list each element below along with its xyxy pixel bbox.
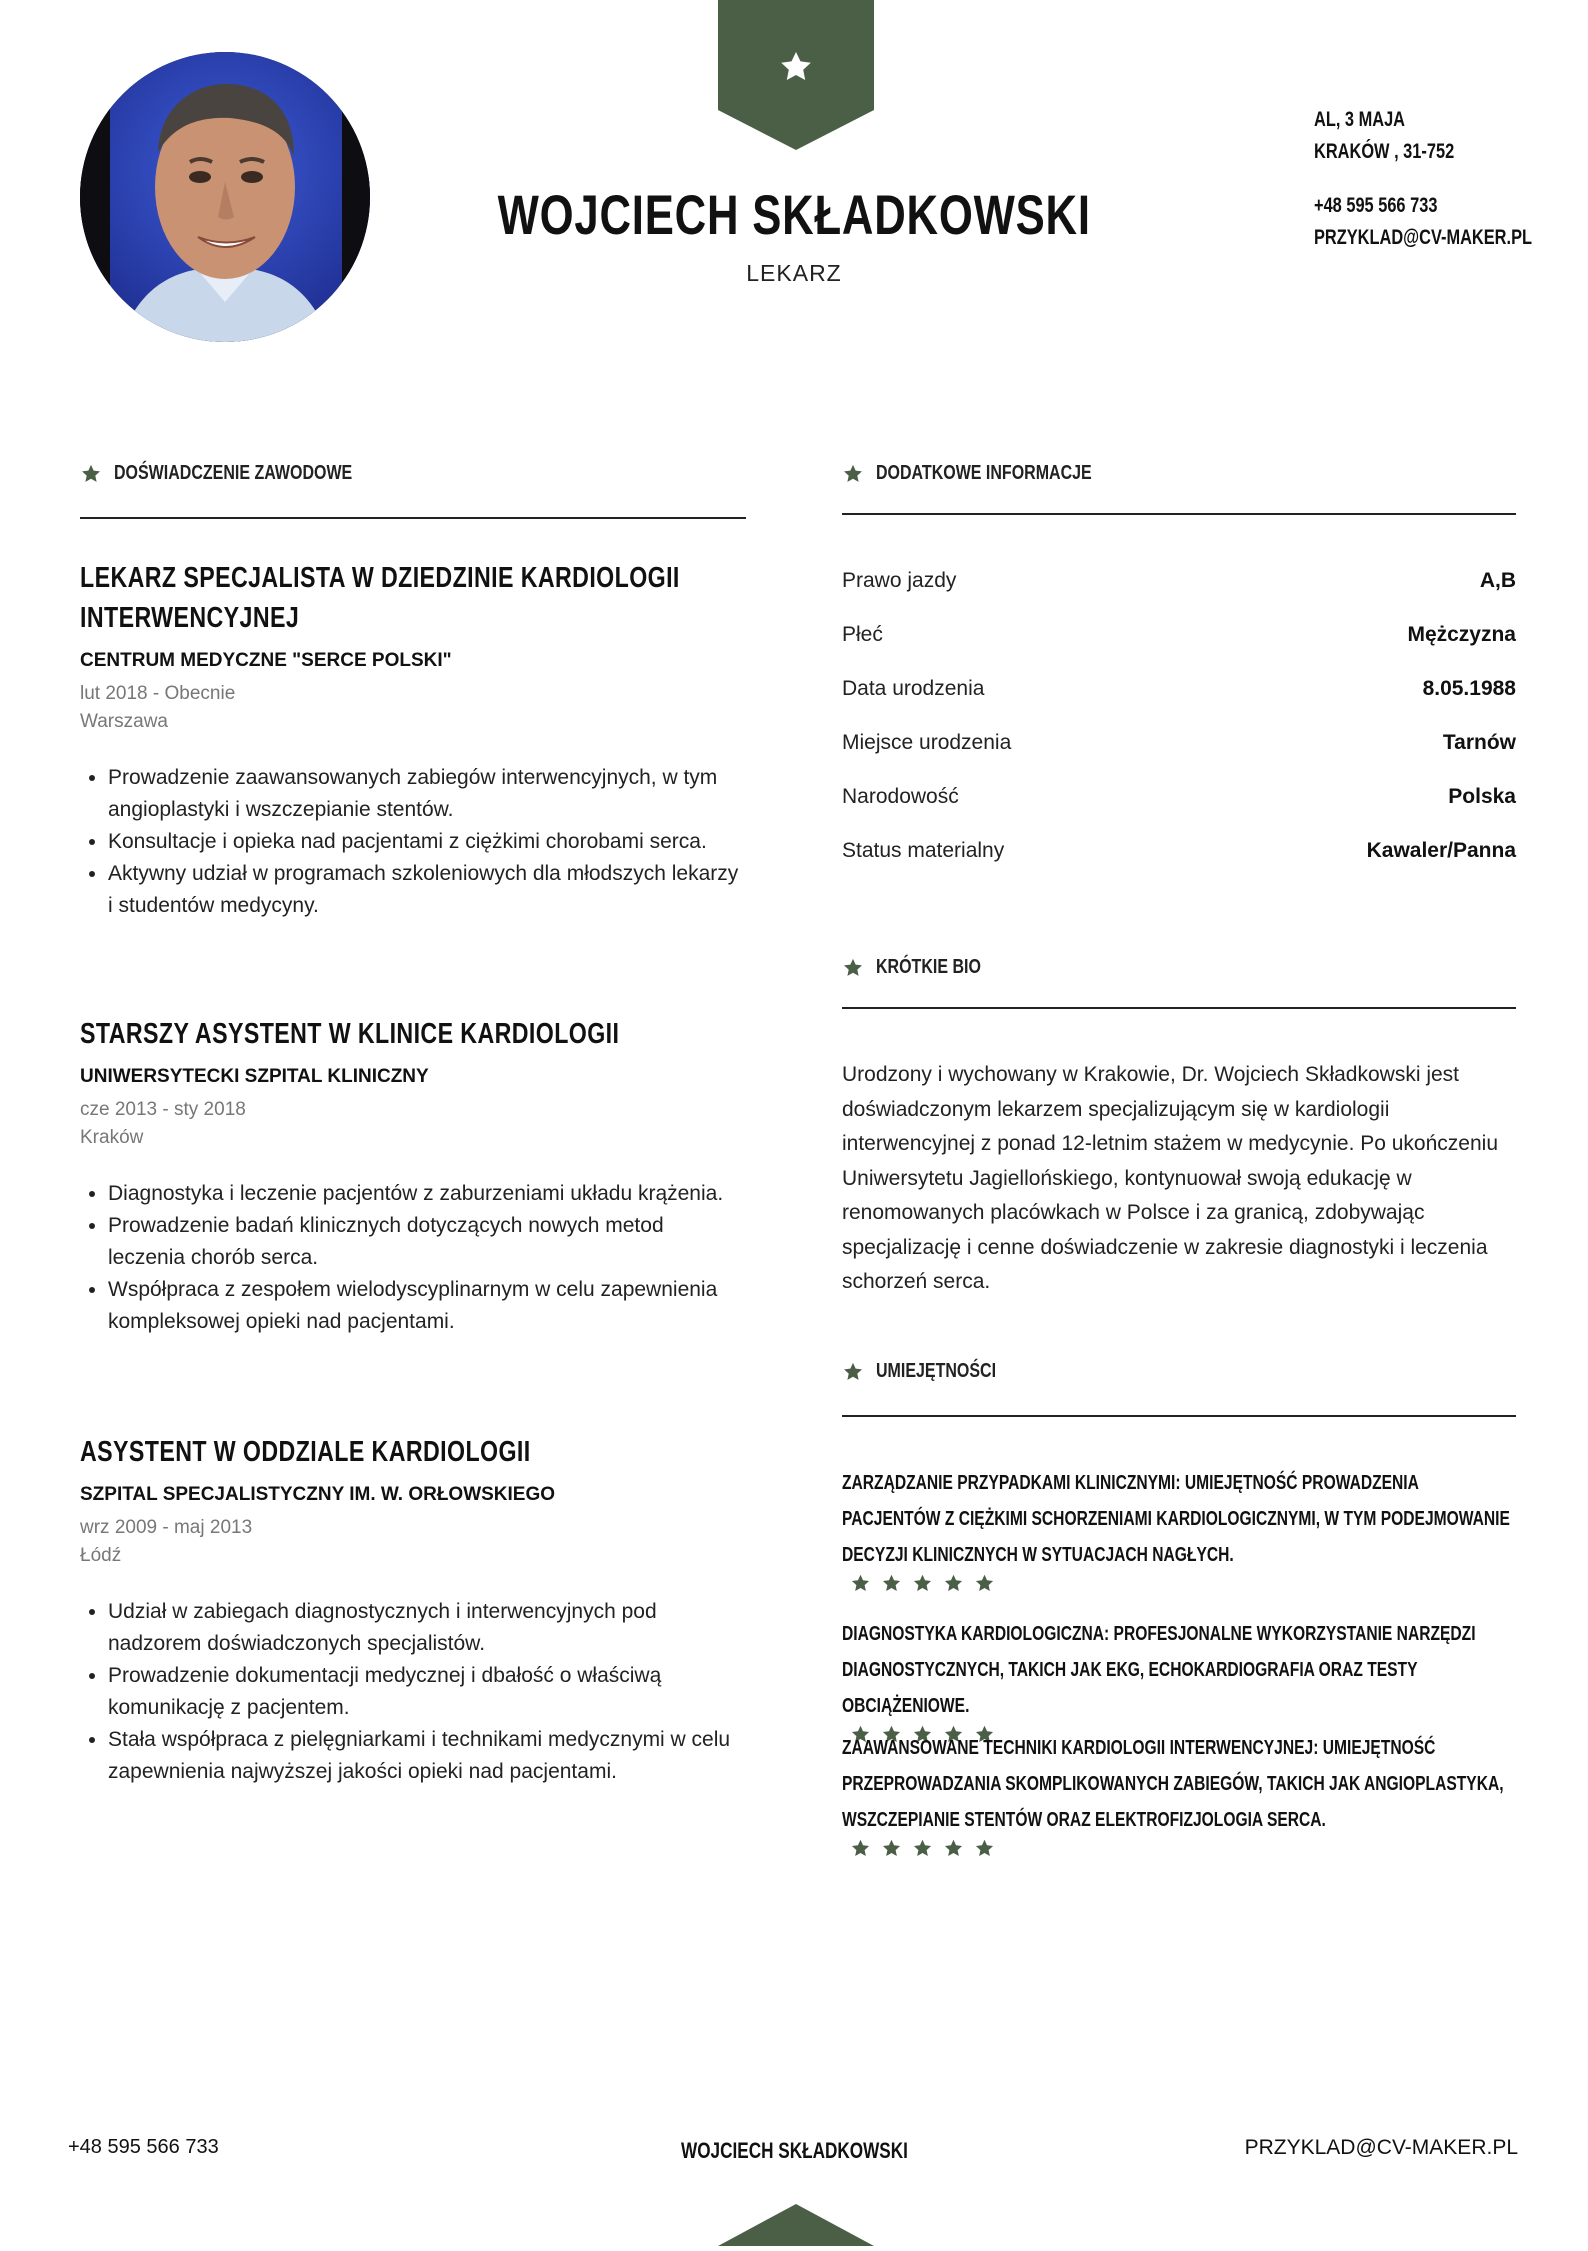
info-row: [842, 623, 1516, 647]
star-icon: [842, 957, 864, 979]
rating-star-icon: [850, 1838, 871, 1859]
info-value: Tarnów: [1442, 731, 1516, 754]
list-item: • Stała współpraca z pielęgniarkami i technikami medycznymi w celu zapewnienia najwyższej jakości opieki nad pacjentami.: [108, 1724, 746, 1788]
job-bullets: [80, 1596, 746, 1788]
job-entry: [80, 558, 746, 922]
rating-star-icon: [974, 1838, 995, 1859]
info-value: Mężczyzna: [1407, 623, 1516, 646]
info-label: Status materialny: [842, 839, 1005, 862]
list-item: • Prowadzenie badań klinicznych dotyczących nowych metod leczenia chorób serca.: [108, 1210, 746, 1274]
info-row: [842, 839, 1516, 863]
skill-item: [842, 1465, 1516, 1594]
job-title: ASYSTENT W ODDZIALE KARDIOLOGII: [80, 1436, 531, 1468]
info-label: Narodowość: [842, 785, 959, 808]
rating-star-icon: [881, 1573, 902, 1594]
bottom-ribbon: [718, 2204, 874, 2251]
job-dates: wrz 2009 - maj 2013: [80, 1517, 253, 1538]
info-row: [842, 677, 1516, 701]
job-title: LEKARZ SPECJALISTA W DZIEDZINIE KARDIOLOGII INTERWENCYJNEJ: [80, 562, 680, 634]
address-line-2: KRAKÓW , 31-752: [1314, 140, 1455, 163]
info-value: Polska: [1448, 785, 1516, 808]
job-city: Łódź: [80, 1545, 122, 1566]
candidate-role: LEKARZ: [746, 260, 842, 286]
top-ribbon: [718, 0, 874, 150]
skill-text: ZARZĄDZANIE PRZYPADKAMI KLINICZNYMI: UMIEJĘTNOŚĆ PROWADZENIA PACJENTÓW Z CIĘŻKIMI SCHORZENIAMI KARDIOLOGICZNYMI, W TYM PODEJMOWANIE DECYZJI KLINICZNYCH W SYTUACJACH NAGŁYCH.: [842, 1472, 1510, 1566]
job-dates: lut 2018 - Obecnie: [80, 683, 236, 704]
star-icon: [80, 463, 102, 485]
list-item: • Konsultacje i opieka nad pacjentami z ciężkimi chorobami serca.: [108, 826, 746, 858]
job-entry: [80, 1432, 746, 1788]
experience-heading: DOŚWIADCZENIE ZAWODOWE: [80, 462, 412, 485]
job-bullets: [80, 1178, 746, 1338]
rating-star-icon: [974, 1573, 995, 1594]
email: PRZYKLAD@CV-MAKER.PL: [1314, 226, 1532, 249]
star-icon: [842, 463, 864, 485]
info-label: Data urodzenia: [842, 677, 985, 700]
list-item: • Prowadzenie dokumentacji medycznej i dbałość o właściwą komunikację z pacjentem.: [108, 1660, 746, 1724]
skill-item: [842, 1616, 1516, 1745]
info-label: Prawo jazdy: [842, 569, 957, 592]
job-entry: [80, 1014, 746, 1338]
info-value: Kawaler/Panna: [1366, 839, 1516, 862]
skill-rating: [850, 1573, 1516, 1594]
divider: [842, 1007, 1516, 1009]
footer-phone: +48 595 566 733: [68, 2136, 219, 2158]
rating-star-icon: [943, 1838, 964, 1859]
info-row: [842, 785, 1516, 809]
list-item: • Prowadzenie zaawansowanych zabiegów interwencyjnych, w tym angioplastyki i wszczepianie stentów.: [108, 762, 746, 826]
job-meta: [80, 680, 746, 736]
list-item: • Współpraca z zespołem wielodyscyplinarnym w celu zapewnienia kompleksowej opieki nad pacjentami.: [108, 1274, 746, 1338]
divider: [842, 513, 1516, 515]
divider: [842, 1415, 1516, 1417]
job-city: Kraków: [80, 1127, 144, 1148]
list-item: • Aktywny udział w programach szkoleniowych dla młodszych lekarzy i studentów medycyny.: [108, 858, 746, 922]
candidate-name: WOJCIECH SKŁADKOWSKI: [497, 183, 1091, 246]
rating-star-icon: [912, 1573, 933, 1594]
job-company: SZPITAL SPECJALISTYCZNY IM. W. ORŁOWSKIEGO: [80, 1484, 556, 1505]
footer-email: PRZYKLAD@CV-MAKER.PL: [1244, 2136, 1518, 2159]
job-dates: cze 2013 - sty 2018: [80, 1099, 246, 1120]
star-icon: [842, 1361, 864, 1383]
job-company: CENTRUM MEDYCZNE "SERCE POLSKI": [80, 650, 452, 671]
job-company: UNIWERSYTECKI SZPITAL KLINICZNY: [80, 1066, 429, 1087]
divider: [80, 517, 746, 519]
list-item: • Diagnostyka i leczenie pacjentów z zaburzeniami układu krążenia.: [108, 1178, 746, 1210]
job-meta: [80, 1096, 746, 1152]
job-title: STARSZY ASYSTENT W KLINICE KARDIOLOGII: [80, 1018, 620, 1050]
bio-heading: KRÓTKIE BIO: [842, 956, 1007, 979]
info-value: A,B: [1479, 569, 1516, 592]
bio-text: Urodzony i wychowany w Krakowie, Dr. Wojciech Składkowski jest doświadczonym lekarzem specjalizującym się w kardiologii interwencyjnej z ponad 12-letnim stażem w medycynie. Po ukończeniu Uniwersytetu Jagiellońskiego, kontynuował swoją edukację w renomowanych placówkach w Polsce i za granicą, zdobywając specjalizację i cenne doświadczenie w zakresie diagnostyki i leczenia schorzeń serca.: [842, 1063, 1498, 1293]
rating-star-icon: [912, 1838, 933, 1859]
address-line-1: AL, 3 MAJA: [1314, 108, 1406, 131]
job-meta: [80, 1514, 746, 1570]
skills-heading: UMIEJĘTNOŚCI: [842, 1360, 1026, 1383]
job-city: Warszawa: [80, 711, 168, 732]
info-label: Miejsce urodzenia: [842, 731, 1012, 754]
rating-star-icon: [850, 1573, 871, 1594]
info-heading: DODATKOWE INFORMACJE: [842, 462, 1146, 485]
info-value: 8.05.1988: [1422, 677, 1516, 700]
info-row: [842, 731, 1516, 755]
phone: +48 595 566 733: [1314, 194, 1438, 217]
skill-text: DIAGNOSTYKA KARDIOLOGICZNA: PROFESJONALNE WYKORZYSTANIE NARZĘDZI DIAGNOSTYCZNYCH, TAKICH JAK EKG, ECHOKARDIOGRAFIA ORAZ TESTY OBCIĄŻENIOWE.: [842, 1623, 1476, 1717]
list-item: • Udział w zabiegach diagnostycznych i interwencyjnych pod nadzorem doświadczonych specjalistów.: [108, 1596, 746, 1660]
rating-star-icon: [943, 1573, 964, 1594]
rating-star-icon: [881, 1838, 902, 1859]
skill-item: [842, 1730, 1516, 1859]
contact-block: [1314, 104, 1588, 254]
skill-rating: [850, 1838, 1516, 1859]
job-bullets: [80, 762, 746, 922]
skill-text: ZAAWANSOWANE TECHNIKI KARDIOLOGII INTERWENCYJNEJ: UMIEJĘTNOŚĆ PRZEPROWADZANIA SKOMPLIKOWANYCH ZABIEGÓW, TAKICH JAK ANGIOPLASTYKA, WSZCZEPIANIE STENTÓW ORAZ ELEKTROFIZJOLOGIA SERCA.: [842, 1737, 1504, 1831]
info-label: Płeć: [842, 623, 883, 646]
footer-name: WOJCIECH SKŁADKOWSKI: [680, 2138, 908, 2163]
info-row: [842, 569, 1516, 593]
